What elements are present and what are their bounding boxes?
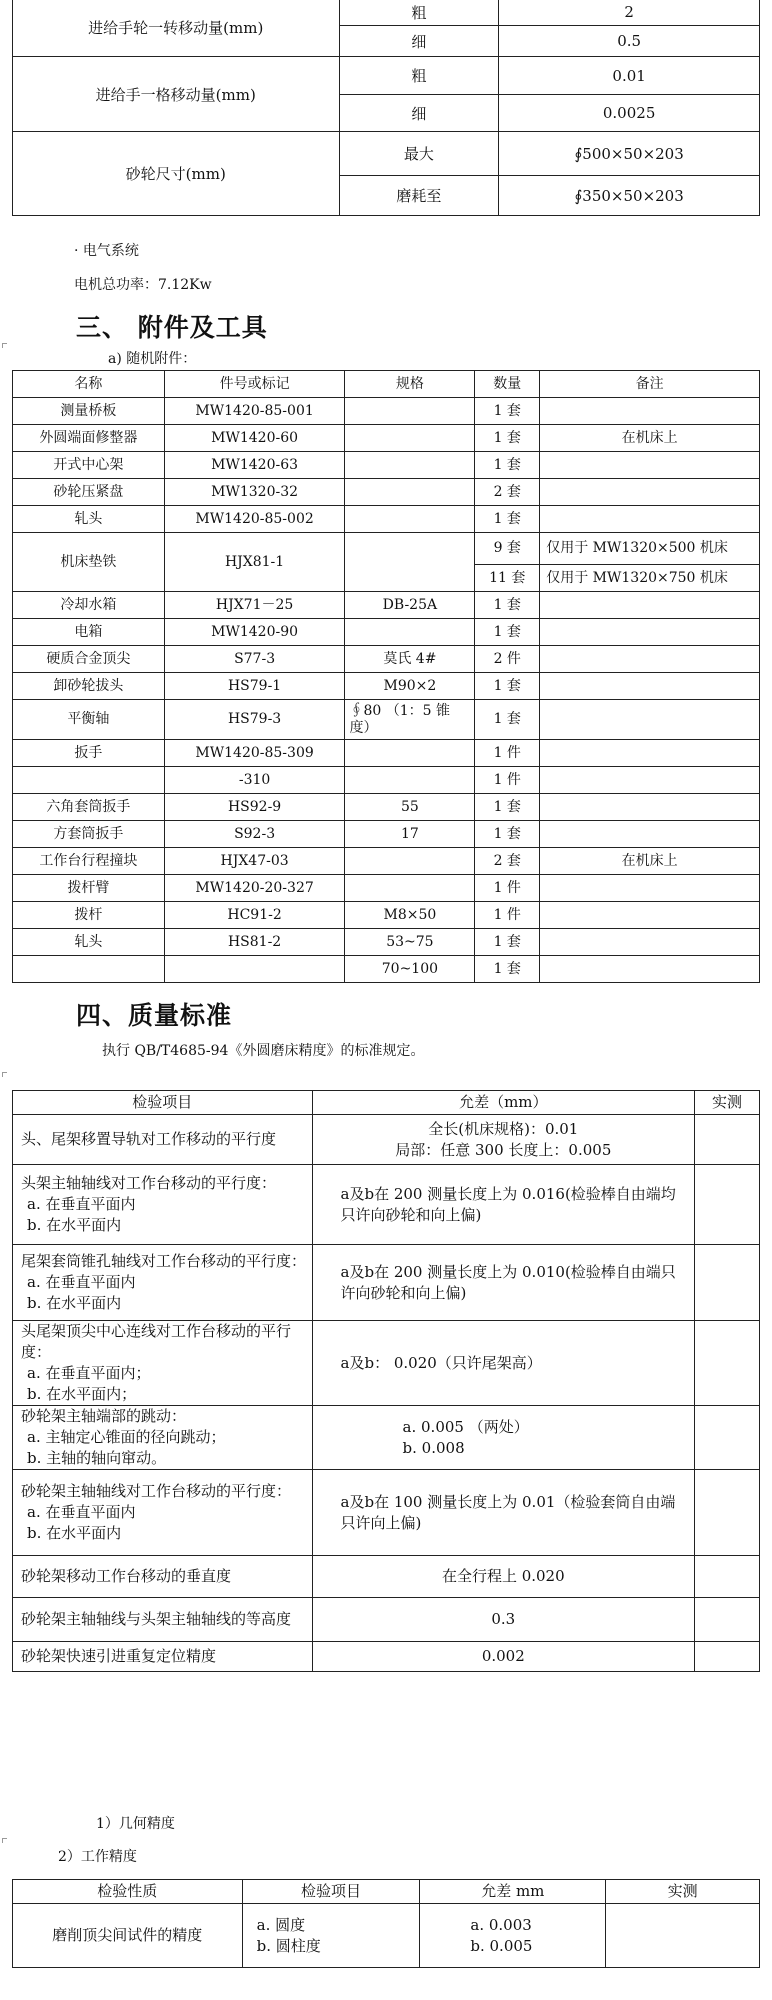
feed-turn-label: 进给手轮一转移动量(mm) xyxy=(13,0,340,57)
quality-measured xyxy=(695,1165,760,1245)
acc-remark xyxy=(540,740,760,767)
quality-item-line: b. 在水平面内 xyxy=(27,1524,122,1542)
quality-row xyxy=(13,1165,760,1245)
acc-spec: 53~75 xyxy=(345,929,475,956)
acc-name xyxy=(13,767,165,794)
quality-measured xyxy=(695,1406,760,1470)
acc-part-no: MW1420-90 xyxy=(164,619,345,646)
acc-name: 拨杆 xyxy=(13,902,165,929)
electric-heading: · 电气系统 xyxy=(74,243,139,259)
quality-item-line: b. 主轴的轴向窜动。 xyxy=(27,1449,167,1467)
acc-part-no: MW1420-85-309 xyxy=(164,740,345,767)
acc-name: 砂轮压紧盘 xyxy=(13,479,165,506)
quality-item-line: 砂轮架快速引进重复定位精度 xyxy=(21,1647,217,1665)
quality-row xyxy=(13,1321,760,1406)
quality-row xyxy=(13,1406,760,1470)
quality-tolerance-line: a及b： 0.020（只许尾架高） xyxy=(340,1353,542,1372)
feed-turn-fine: 0.5 xyxy=(499,26,760,57)
section4-title: 四、质量标准 xyxy=(76,1001,233,1030)
acc-part-no: HJX71－25 xyxy=(164,592,345,619)
acc-remark xyxy=(540,875,760,902)
acc-qty: 1 套 xyxy=(475,673,540,700)
motor-power: 电机总功率：7.12Kw xyxy=(74,277,212,293)
acc-row xyxy=(13,592,760,619)
work-tolerance: a. 0.003 xyxy=(470,1915,532,1934)
section3-title: 三、 附件及工具 xyxy=(76,313,268,342)
acc-part-no: HS79-3 xyxy=(164,700,345,740)
quality-item xyxy=(13,1642,313,1672)
acc-name: 方套筒扳手 xyxy=(13,821,165,848)
accessories-table xyxy=(12,370,760,983)
acc-header-cell: 备注 xyxy=(540,371,760,398)
margin-mark xyxy=(2,1072,7,1077)
acc-remark xyxy=(540,506,760,533)
quality-item-line: b. 在水平面内； xyxy=(27,1385,137,1403)
quality-item xyxy=(13,1470,313,1556)
quality-item xyxy=(13,1165,313,1245)
feed-div-coarse: 0.01 xyxy=(499,57,760,95)
acc-row xyxy=(13,700,760,740)
acc-remark xyxy=(540,673,760,700)
quality-tolerance xyxy=(312,1115,695,1165)
acc-remark xyxy=(540,592,760,619)
acc-name xyxy=(13,956,165,983)
feed-turn-fine-label: 细 xyxy=(339,26,499,57)
work-header-tolerance: 允差 mm xyxy=(420,1880,606,1904)
quality-header-cell: 检验项目 xyxy=(13,1091,313,1115)
wheel-max: ∮500×50×203 xyxy=(499,132,760,176)
acc-part-no: S92-3 xyxy=(164,821,345,848)
acc-remark: 在机床上 xyxy=(540,425,760,452)
acc-remark xyxy=(540,929,760,956)
work-nature: 磨削顶尖间试件的精度 xyxy=(13,1904,243,1968)
work-items xyxy=(242,1904,420,1968)
acc-name: 冷却水箱 xyxy=(13,592,165,619)
acc-qty: 1 套 xyxy=(475,452,540,479)
acc-name: 硬质合金顶尖 xyxy=(13,646,165,673)
acc-qty: 1 件 xyxy=(475,740,540,767)
work-measured xyxy=(606,1904,760,1968)
acc-remark xyxy=(540,700,760,740)
quality-item-line: b. 在水平面内 xyxy=(27,1216,122,1234)
acc-row xyxy=(13,740,760,767)
quality-item-line: a. 在垂直平面内 xyxy=(27,1273,136,1291)
quality-item xyxy=(13,1115,313,1165)
quality-item-line: 砂轮架移动工作台移动的垂直度 xyxy=(21,1567,232,1585)
acc-spec: DB-25A xyxy=(345,592,475,619)
acc-remark: 仅用于 MW1320×750 机床 xyxy=(540,565,760,592)
quality-measured xyxy=(695,1642,760,1672)
acc-qty: 1 套 xyxy=(475,425,540,452)
acc-remark xyxy=(540,619,760,646)
quality-header-cell: 实测 xyxy=(695,1091,760,1115)
acc-part-no: -310 xyxy=(164,767,345,794)
work-tolerance: b. 0.005 xyxy=(470,1936,533,1955)
acc-name: 电箱 xyxy=(13,619,165,646)
acc-spec: M90×2 xyxy=(345,673,475,700)
quality-measured xyxy=(695,1321,760,1406)
acc-row xyxy=(13,902,760,929)
quality-item-line: a. 在垂直平面内 xyxy=(27,1195,136,1213)
quality-item-line: a. 在垂直平面内 xyxy=(27,1503,136,1521)
acc-part-no: S77-3 xyxy=(164,646,345,673)
acc-part-no: MW1320-32 xyxy=(164,479,345,506)
acc-header-cell: 件号或标记 xyxy=(164,371,345,398)
acc-qty: 1 件 xyxy=(475,767,540,794)
feed-div-fine-label: 细 xyxy=(339,95,499,132)
quality-measured xyxy=(695,1556,760,1598)
acc-header-cell: 数量 xyxy=(475,371,540,398)
acc-name: 拨杆臂 xyxy=(13,875,165,902)
feed-div-fine: 0.0025 xyxy=(499,95,760,132)
quality-tolerance-line: a及b在 200 测量长度上为 0.010(检验棒自由端只许向砂轮和向上偏) xyxy=(340,1262,676,1302)
quality-item xyxy=(13,1245,313,1321)
acc-qty: 1 套 xyxy=(475,398,540,425)
feed-div-label: 进给手一格移动量(mm) xyxy=(13,57,340,132)
quality-tolerance-line: a及b在 100 测量长度上为 0.01（检验套筒自由端只许向上偏) xyxy=(340,1492,676,1532)
acc-qty: 1 套 xyxy=(475,506,540,533)
quality-item-line: 头尾架顶尖中心连线对工作台移动的平行度： xyxy=(21,1322,292,1361)
acc-spec xyxy=(345,848,475,875)
acc-remark xyxy=(540,956,760,983)
acc-qty: 9 套 xyxy=(475,533,540,565)
feed-turn-coarse: 2 xyxy=(499,0,760,26)
acc-name: 平衡轴 xyxy=(13,700,165,740)
acc-header-cell: 规格 xyxy=(345,371,475,398)
acc-spec xyxy=(345,533,475,592)
quality-tolerance xyxy=(312,1245,695,1321)
working-accuracy-label: 2）工作精度 xyxy=(58,1849,137,1865)
acc-spec xyxy=(345,619,475,646)
acc-spec: 17 xyxy=(345,821,475,848)
quality-item-line: a. 在垂直平面内； xyxy=(27,1364,151,1382)
quality-measured xyxy=(695,1245,760,1321)
acc-name: 机床垫铁 xyxy=(13,533,165,592)
section4-note: 执行 QB/T4685-94《外圆磨床精度》的标准规定。 xyxy=(102,1043,425,1059)
quality-measured xyxy=(695,1115,760,1165)
spec-table xyxy=(12,0,760,216)
acc-qty: 1 件 xyxy=(475,902,540,929)
quality-tolerance xyxy=(312,1406,695,1470)
acc-name: 扳手 xyxy=(13,740,165,767)
acc-spec xyxy=(345,425,475,452)
acc-remark xyxy=(540,794,760,821)
wheel-worn: ∮350×50×203 xyxy=(499,176,760,216)
acc-qty: 1 套 xyxy=(475,592,540,619)
acc-qty: 1 套 xyxy=(475,700,540,740)
acc-part-no: HS79-1 xyxy=(164,673,345,700)
acc-part-no: MW1420-20-327 xyxy=(164,875,345,902)
quality-tolerance xyxy=(312,1642,695,1672)
acc-spec xyxy=(345,398,475,425)
acc-row xyxy=(13,848,760,875)
acc-row xyxy=(13,821,760,848)
acc-part-no: HC91-2 xyxy=(164,902,345,929)
feed-turn-coarse-label: 粗 xyxy=(339,0,499,26)
acc-part-no: MW1420-85-002 xyxy=(164,506,345,533)
acc-remark xyxy=(540,452,760,479)
acc-remark xyxy=(540,902,760,929)
work-header-measured: 实测 xyxy=(606,1880,760,1904)
acc-remark: 仅用于 MW1320×500 机床 xyxy=(540,533,760,565)
quality-item-line: 砂轮架主轴轴线与头架主轴轴线的等高度 xyxy=(21,1610,292,1628)
acc-qty: 11 套 xyxy=(475,565,540,592)
acc-qty: 1 套 xyxy=(475,956,540,983)
quality-row xyxy=(13,1642,760,1672)
acc-remark: 在机床上 xyxy=(540,848,760,875)
quality-header-cell: 允差（mm） xyxy=(312,1091,695,1115)
quality-tolerance-line: b. 0.008 xyxy=(402,1438,465,1457)
acc-qty: 1 件 xyxy=(475,875,540,902)
acc-part-no: MW1420-60 xyxy=(164,425,345,452)
quality-item-line: 尾架套筒锥孔轴线对工作台移动的平行度： xyxy=(21,1252,307,1270)
acc-part-no: MW1420-63 xyxy=(164,452,345,479)
acc-spec: ∮80 （1：5 锥度） xyxy=(345,700,475,740)
acc-spec xyxy=(345,875,475,902)
quality-item-line: a. 主轴定心锥面的径向跳动； xyxy=(27,1428,226,1446)
quality-item xyxy=(13,1556,313,1598)
quality-row xyxy=(13,1470,760,1556)
acc-row xyxy=(13,506,760,533)
acc-name: 卸砂轮拔头 xyxy=(13,673,165,700)
quality-item xyxy=(13,1598,313,1642)
work-header-nature: 检验性质 xyxy=(13,1880,243,1904)
acc-name: 轧头 xyxy=(13,506,165,533)
acc-qty: 2 套 xyxy=(475,479,540,506)
acc-row xyxy=(13,398,760,425)
acc-qty: 1 套 xyxy=(475,929,540,956)
acc-qty: 1 套 xyxy=(475,794,540,821)
quality-table xyxy=(12,1090,760,1672)
acc-row xyxy=(13,875,760,902)
quality-tolerance-line: 0.002 xyxy=(481,1647,525,1665)
acc-row xyxy=(13,533,760,565)
acc-spec xyxy=(345,740,475,767)
acc-row xyxy=(13,479,760,506)
work-item: b. 圆柱度 xyxy=(256,1936,321,1955)
wheel-max-label: 最大 xyxy=(339,132,499,176)
acc-remark xyxy=(540,767,760,794)
acc-part-no xyxy=(164,956,345,983)
quality-row xyxy=(13,1556,760,1598)
acc-row xyxy=(13,673,760,700)
acc-remark xyxy=(540,398,760,425)
acc-remark xyxy=(540,646,760,673)
margin-mark xyxy=(2,1838,7,1843)
acc-spec: 55 xyxy=(345,794,475,821)
quality-row xyxy=(13,1245,760,1321)
section3-sub: a) 随机附件： xyxy=(108,351,197,367)
acc-spec xyxy=(345,767,475,794)
quality-row xyxy=(13,1598,760,1642)
acc-name: 开式中心架 xyxy=(13,452,165,479)
quality-tolerance xyxy=(312,1556,695,1598)
work-tolerances xyxy=(420,1904,606,1968)
acc-spec: 70~100 xyxy=(345,956,475,983)
acc-row xyxy=(13,452,760,479)
acc-spec xyxy=(345,452,475,479)
quality-item-line: 砂轮架主轴端部的跳动： xyxy=(21,1407,187,1425)
acc-qty: 1 套 xyxy=(475,619,540,646)
quality-tolerance-line: 局部：任意 300 长度上：0.005 xyxy=(395,1140,612,1159)
quality-tolerance xyxy=(312,1321,695,1406)
acc-qty: 2 套 xyxy=(475,848,540,875)
working-accuracy-table xyxy=(12,1879,760,1968)
acc-spec: 莫氏 4# xyxy=(345,646,475,673)
acc-name: 六角套筒扳手 xyxy=(13,794,165,821)
acc-spec xyxy=(345,479,475,506)
acc-spec: M8×50 xyxy=(345,902,475,929)
acc-row xyxy=(13,619,760,646)
acc-header-cell: 名称 xyxy=(13,371,165,398)
quality-tolerance-line: a及b在 200 测量长度上为 0.016(检验棒自由端均只许向砂轮和向上偏) xyxy=(340,1184,676,1224)
acc-name: 测量桥板 xyxy=(13,398,165,425)
feed-div-coarse-label: 粗 xyxy=(339,57,499,95)
acc-row xyxy=(13,929,760,956)
wheel-worn-label: 磨耗至 xyxy=(339,176,499,216)
acc-qty: 1 套 xyxy=(475,821,540,848)
acc-row xyxy=(13,794,760,821)
acc-spec xyxy=(345,506,475,533)
quality-item xyxy=(13,1321,313,1406)
acc-part-no: MW1420-85-001 xyxy=(164,398,345,425)
margin-mark xyxy=(2,343,7,348)
quality-item-line: 砂轮架主轴轴线对工作台移动的平行度： xyxy=(21,1482,292,1500)
quality-tolerance xyxy=(312,1470,695,1556)
work-header-item: 检验项目 xyxy=(242,1880,420,1904)
acc-remark xyxy=(540,821,760,848)
acc-name: 外圆端面修整器 xyxy=(13,425,165,452)
quality-tolerance-line: 全长(机床规格)：0.01 xyxy=(428,1119,579,1138)
quality-tolerance-line: 在全行程上 0.020 xyxy=(441,1567,565,1585)
acc-row xyxy=(13,646,760,673)
acc-part-no: HJX81-1 xyxy=(164,533,345,592)
quality-tolerance-line: a. 0.005 （两处） xyxy=(402,1417,529,1436)
quality-item xyxy=(13,1406,313,1470)
quality-item-line: b. 在水平面内 xyxy=(27,1294,122,1312)
acc-row xyxy=(13,956,760,983)
acc-name: 轧头 xyxy=(13,929,165,956)
quality-measured xyxy=(695,1470,760,1556)
acc-row xyxy=(13,425,760,452)
acc-name: 工作台行程撞块 xyxy=(13,848,165,875)
acc-part-no: HS81-2 xyxy=(164,929,345,956)
quality-item-line: 头架主轴轴线对工作台移动的平行度： xyxy=(21,1174,277,1192)
geometric-accuracy-label: 1）几何精度 xyxy=(96,1816,175,1832)
acc-qty: 2 件 xyxy=(475,646,540,673)
acc-remark xyxy=(540,479,760,506)
quality-tolerance-line: 0.3 xyxy=(491,1610,516,1628)
wheel-size-label: 砂轮尺寸(mm) xyxy=(13,132,340,216)
quality-tolerance xyxy=(312,1598,695,1642)
work-item: a. 圆度 xyxy=(256,1915,306,1934)
quality-measured xyxy=(695,1598,760,1642)
quality-row xyxy=(13,1115,760,1165)
quality-tolerance xyxy=(312,1165,695,1245)
quality-item-line: 头、尾架移置导轨对工作移动的平行度 xyxy=(21,1130,277,1148)
acc-part-no: HS92-9 xyxy=(164,794,345,821)
acc-row xyxy=(13,767,760,794)
acc-part-no: HJX47-03 xyxy=(164,848,345,875)
